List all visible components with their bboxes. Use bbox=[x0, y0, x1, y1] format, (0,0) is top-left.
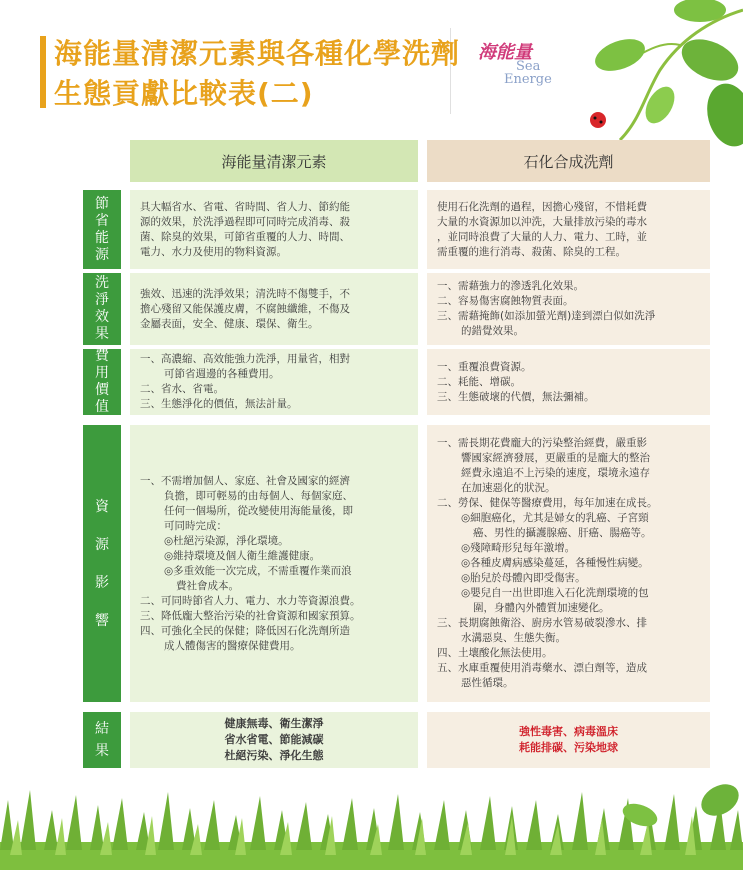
logo-sea-text: Sea bbox=[516, 59, 541, 74]
vine-leaves-decoration bbox=[560, 0, 743, 160]
title-block bbox=[40, 28, 461, 114]
logo-energe-text: Energe bbox=[504, 72, 552, 87]
ladybug-icon bbox=[590, 112, 606, 128]
row-label-cleaning-effect: 洗淨效果 bbox=[83, 273, 121, 345]
cell-cost-value-right: 一、重覆浪費資源。 二、耗能、增碳。 三、生態破壞的代價，無法彌補。 bbox=[427, 349, 710, 415]
cell-energy-saving-left: 具大幅省水、省電、省時間、省人力、節約能 源的效果，於洗淨過程即可同時完成消毒、殺 菌、除臭的效果，可節省重覆的人力、時間、 電力、水力及使用的物料資源。 bbox=[130, 190, 418, 269]
page-title-line2: 生態貢獻比較表(二) bbox=[54, 77, 314, 110]
title-accent-bar bbox=[40, 36, 46, 108]
column-header-sea-energy: 海能量清潔元素 bbox=[130, 140, 418, 182]
logo-script-text: 海能量 bbox=[478, 42, 532, 63]
logo-wordmark bbox=[504, 60, 552, 86]
cell-resource-impact-right: 一、需長期花費龐大的污染整治經費，嚴重影 響國家經濟發展，更嚴重的是龐大的整治 經費永遠追不上污染的速度，環境永遠存 在加速惡化的狀況。 二、勞保、健保等醫療費用，每年加速在成長。 ◎細胞癌化，尤其是婦女的乳癌、子宮頸 癌、男性的攝護腺癌、肝癌、腸癌等。 ◎殘障畸形兒每年激增。 ◎各種皮膚病感染蔓延，各種慢性病變。 ◎胎兒於母體內即受傷害。 ◎嬰兒自一出世即進入石化洗劑環境的包 圍，身體內外體質加速變化。 三、長期腐蝕衛浴、廚房水管易破裂滲水、排 水溝惡臭、生態失衡。 四、土壤酸化無法使用。 五、水庫重覆使用消毒藥水、漂白劑等，造成 惡性循環。 bbox=[427, 425, 710, 702]
cell-result-right: 強性毒害、病毒溫床 耗能排碳、污染地球 bbox=[427, 712, 710, 768]
grass-decoration bbox=[0, 770, 743, 870]
page-title-line1: 海能量清潔元素與各種化學洗劑 bbox=[54, 37, 461, 70]
column-header-petrochemical: 石化合成洗劑 bbox=[427, 140, 710, 182]
cell-resource-impact-left: 一、不需增加個人、家庭、社會及國家的經濟 負擔，即可輕易的由每個人、每個家庭、 任何一個場所，從改變使用海能量後，即 可同時完成： ◎杜絕污染源，淨化環境。 ◎維持環境及個人衛生維護健康。 ◎多重效能一次完成，不需重覆作業而浪 費社會成本。 二、可同時節省人力、電力、水力等資源浪費。 三、降低龐大整治污染的社會資源和國家預算。 四、可強化全民的保健；降低因石化洗劑所造 成人體傷害的醫療保健費用。 bbox=[130, 425, 418, 702]
row-label-result: 結果 bbox=[83, 712, 121, 768]
row-label-cost-value: 費用價值 bbox=[83, 349, 121, 415]
cell-result-left: 健康無毒、衛生潔淨 省水省電、節能減碳 杜絕污染、淨化生態 bbox=[130, 712, 418, 768]
cell-energy-saving-right: 使用石化洗劑的過程，因擔心殘留，不惜耗費 大量的水資源加以沖洗，大量排放污染的毒水 ，並同時浪費了大量的人力、電力、工時，並 需重覆的進行消毒、殺菌、除臭的工程。 bbox=[427, 190, 710, 269]
row-label-resource-impact: 資源影響 bbox=[83, 425, 121, 702]
cell-cleaning-effect-left: 強效、迅速的洗淨效果；清洗時不傷雙手，不 擔心殘留又能保護皮膚，不腐蝕纖維，不傷及 金屬表面，安全、健康、環保、衛生。 bbox=[130, 273, 418, 345]
cell-cleaning-effect-right: 一、需藉強力的滲透乳化效果。 二、容易傷害腐蝕物質表面。 三、需藉掩飾(如添加螢光劑)達到漂白似如洗淨 的錯覺效果。 bbox=[427, 273, 710, 345]
row-label-energy-saving: 節省能源 bbox=[83, 190, 121, 269]
cell-cost-value-left: 一、高濃縮、高效能強力洗淨，用量省，相對 可節省週邊的各種費用。 二、省水、省電。 三、生態淨化的價值，無法計量。 bbox=[130, 349, 418, 415]
sea-energe-logo bbox=[470, 38, 560, 98]
